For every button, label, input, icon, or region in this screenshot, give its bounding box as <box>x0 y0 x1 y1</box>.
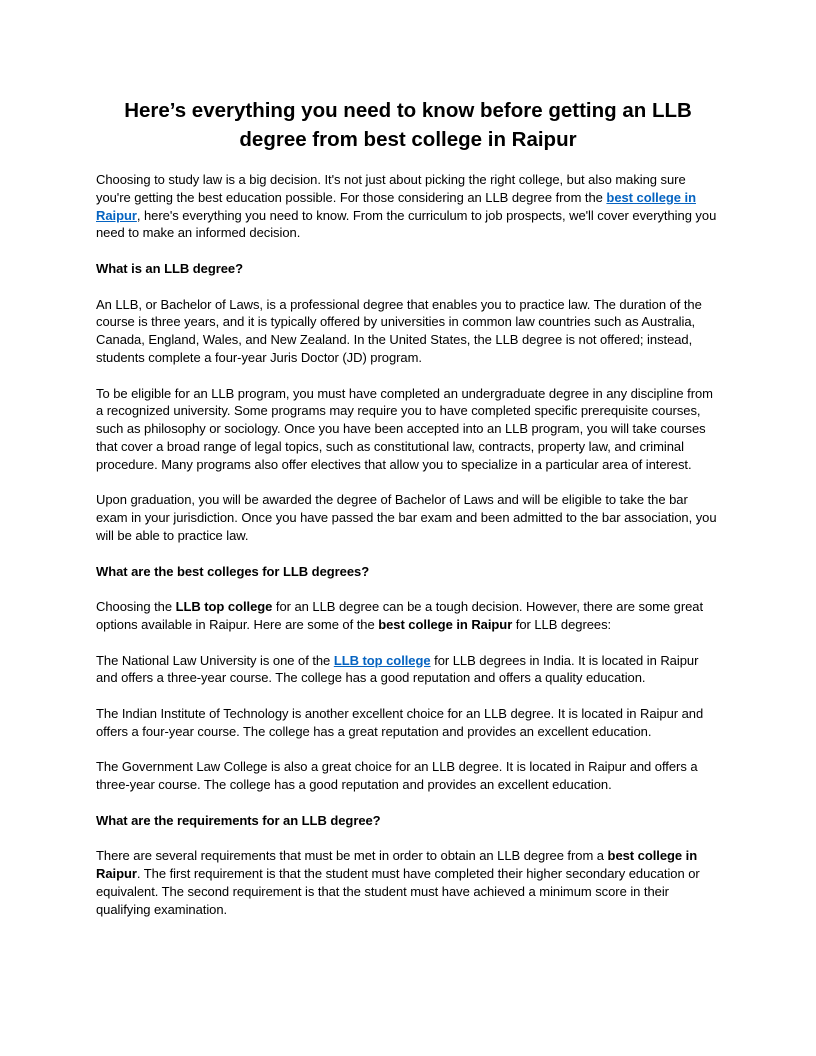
text-span: for LLB degrees: <box>512 616 612 632</box>
paragraph-llb-definition: An LLB, or Bachelor of Laws, is a professional degree that enables you to practice law. The duration of the course is three years, and it is typically offered by universities in common law countries such as Australia, Canada, England, Wales, and New Zealand. In the United States, the LLB degree is not offered; instead, students complete a four-year Juris Doctor (JD) program. <box>96 296 702 365</box>
bold-best-college: best college in Raipur <box>378 616 513 632</box>
intro-text-before: Choosing to study law is a big decision. It's not just about picking the right college, but also making sure you're getting the best education possible. For those considering an LLB degree from the <box>96 172 686 205</box>
text-span: for LLB degrees in India. It is located in Raipur and offers a three-year course. The college has a good reputation and offers a quality education. <box>96 652 699 686</box>
title-line-2: degree from best college in Raipur <box>239 128 577 151</box>
bold-best-college-raipur: best college in Raipur <box>96 848 698 882</box>
paragraph-iit: The Indian Institute of Technology is another excellent choice for an LLB degree. It is located in Raipur and offers a four-year course. The college has a great reputation and provides an excellent education. <box>96 705 704 739</box>
title-line-1: Here’s everything you need to know before getting an LLB <box>124 99 692 122</box>
text-span: There are several requirements that must be met in order to obtain an LLB degree from a <box>96 848 608 864</box>
section-heading-llb-degree: What is an LLB degree? <box>96 260 243 276</box>
page-title <box>96 96 720 154</box>
text-span: Choosing the <box>96 599 176 615</box>
paragraph-eligibility: To be eligible for an LLB program, you must have completed an undergraduate degree in any discipline from a recognized university. Some programs may require you to have completed specific prerequisite courses, such as philosophy or sociology. Once you have been accepted into an LLB program, you will take courses that cover a broad range of legal topics, such as constitutional law, contracts, property law, and criminal procedure. Many programs also offer electives that allow you to specialize in a particular area of interest. <box>96 385 713 472</box>
paragraph-graduation: Upon graduation, you will be awarded the degree of Bachelor of Laws and will be eligible to take the bar exam in your jurisdiction. Once you have passed the bar exam and been admitted to the bar association, you will be able to practice law. <box>96 492 717 543</box>
paragraph-national-law-university <box>96 652 721 688</box>
llb-top-college-link[interactable]: LLB top college <box>333 652 431 668</box>
intro-text-after: , here's everything you need to know. From the curriculum to job prospects, we'll cover everything you need to make an informed decision. <box>96 207 717 241</box>
text-span: . The first requirement is that the student must have completed their higher secondary education or equivalent. The second requirement is that the student must have achieved a minimum score in their qualifying examination. <box>96 866 700 917</box>
paragraph-requirements <box>96 847 721 918</box>
text-span: for an LLB degree can be a tough decision. However, there are some great options available in Raipur. Here are some of the <box>96 599 704 632</box>
paragraph-government-law-college: The Government Law College is also a great choice for an LLB degree. It is located in Raipur and offers a three-year course. The college has a good reputation and provides an excellent education. <box>96 759 698 793</box>
document-body <box>96 171 721 936</box>
paragraph-choosing-college <box>96 598 721 634</box>
section-heading-best-colleges: What are the best colleges for LLB degrees? <box>96 563 370 579</box>
text-span: The National Law University is one of the <box>96 652 334 668</box>
section-heading-requirements: What are the requirements for an LLB degree? <box>96 812 381 828</box>
bold-llb-top-college: LLB top college <box>175 599 273 615</box>
best-college-link[interactable]: best college in Raipur <box>96 189 696 223</box>
intro-paragraph <box>96 171 721 242</box>
